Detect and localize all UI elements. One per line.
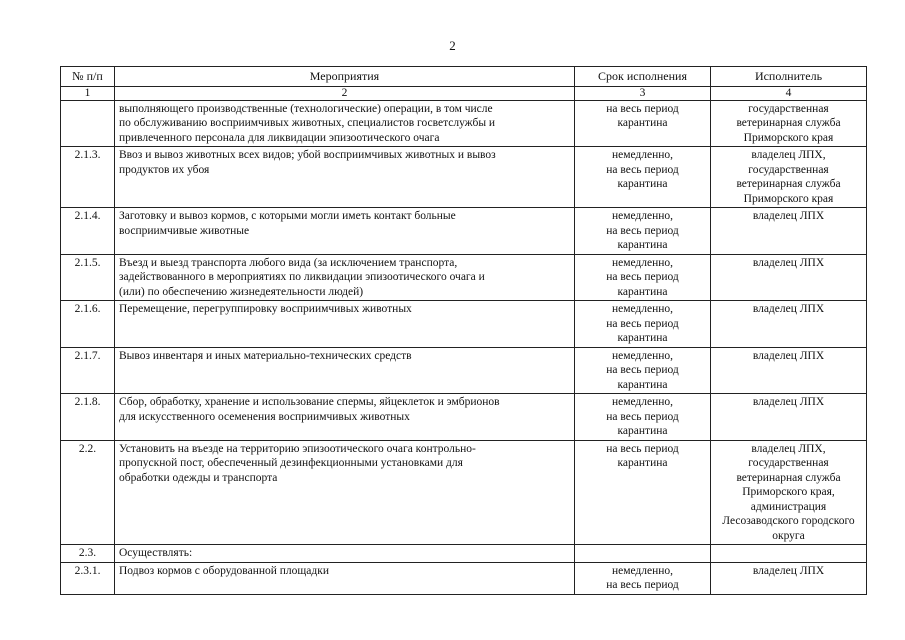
row-executor bbox=[711, 254, 867, 301]
row-action-line: обработки одежды и транспорта bbox=[119, 471, 278, 484]
header-num: № п/п bbox=[61, 67, 115, 87]
row-term bbox=[575, 545, 711, 563]
row-action-line: привлеченного персонала для ликвидации эпизоотического очага bbox=[119, 131, 440, 144]
row-executor bbox=[711, 545, 867, 563]
row-executor bbox=[711, 440, 867, 545]
row-action-line: Заготовку и вывоз кормов, с которыми могли иметь контакт больные bbox=[119, 210, 456, 222]
row-action-line: пропускной пост, обеспеченный дезинфекционными установками для bbox=[119, 457, 463, 469]
row-number: 2.3.1. bbox=[61, 562, 115, 594]
row-number: 2.1.5. bbox=[61, 254, 115, 301]
row-term-line: на весь период bbox=[606, 271, 679, 283]
row-term-line: немедленно, bbox=[611, 349, 674, 362]
row-executor-line: владелец ЛПХ, bbox=[751, 442, 826, 455]
row-term-line: карантина bbox=[617, 378, 668, 391]
row-term-line: немедленно, bbox=[611, 149, 674, 161]
row-number: 2.3. bbox=[61, 545, 115, 563]
row-executor-line: округа bbox=[772, 529, 805, 542]
row-action-line: Сбор, обработку, хранение и использование спермы, яйцеклеток и эмбрионов bbox=[119, 396, 500, 408]
row-term bbox=[575, 347, 711, 394]
row-term-line: немедленно, bbox=[611, 396, 674, 408]
row-executor-line: Лесозаводского городского bbox=[722, 515, 855, 527]
row-executor-line: администрация bbox=[750, 500, 827, 513]
row-number: 2.1.6. bbox=[61, 301, 115, 348]
header-action: Мероприятия bbox=[115, 67, 575, 87]
row-executor-line: ветеринарная служба bbox=[736, 178, 841, 190]
row-executor-line: Приморского края bbox=[743, 131, 834, 144]
row-action-line: для искусственного осеменения восприимчивых животных bbox=[119, 410, 410, 423]
row-action-line: выполняющего производственные (технологические) операции, в том числе bbox=[119, 102, 493, 115]
row-term bbox=[575, 208, 711, 255]
row-number: 2.1.4. bbox=[61, 208, 115, 255]
row-term-line: немедленно, bbox=[611, 564, 674, 577]
table-row bbox=[61, 208, 867, 255]
row-executor bbox=[711, 562, 867, 594]
row-action-line: Въезд и выезд транспорта любого вида (за исключением транспорта, bbox=[119, 256, 458, 269]
row-executor-line: Приморского края, bbox=[742, 486, 835, 498]
row-term-line: на весь период bbox=[606, 442, 679, 455]
row-executor-line: ветеринарная служба bbox=[736, 117, 841, 129]
row-term bbox=[575, 440, 711, 545]
row-action bbox=[115, 254, 575, 301]
row-executor-line: государственная bbox=[748, 457, 829, 469]
row-action-line: Вывоз инвентаря и иных материально-технических средств bbox=[119, 349, 412, 362]
table-row bbox=[61, 562, 867, 594]
row-number: 2.2. bbox=[61, 440, 115, 545]
row-executor bbox=[711, 208, 867, 255]
table-row bbox=[61, 301, 867, 348]
row-executor-line: владелец ЛПХ bbox=[752, 349, 825, 362]
row-term-line: на весь период bbox=[606, 364, 679, 376]
row-executor bbox=[711, 100, 867, 147]
header-term: Срок исполнения bbox=[575, 67, 711, 87]
row-action bbox=[115, 545, 575, 563]
row-action-line: восприимчивые животные bbox=[119, 224, 250, 237]
row-action bbox=[115, 301, 575, 348]
row-executor bbox=[711, 301, 867, 348]
row-executor bbox=[711, 147, 867, 208]
header-executor: Исполнитель bbox=[711, 67, 867, 87]
row-term-line: карантина bbox=[617, 239, 668, 251]
column-index: 1 bbox=[61, 86, 115, 100]
column-index: 2 bbox=[115, 86, 575, 100]
row-term-line: карантина bbox=[617, 457, 668, 469]
row-action-line: Осуществлять: bbox=[119, 547, 193, 559]
row-action-line: продуктов их убоя bbox=[119, 163, 210, 176]
table-body bbox=[61, 100, 867, 594]
row-action-line: по обслуживанию восприимчивых животных, специалистов госветслужбы и bbox=[119, 117, 496, 129]
row-executor bbox=[711, 394, 867, 441]
row-action-line: задействованного в мероприятиях по ликвидации эпизоотического очага и bbox=[119, 271, 485, 283]
row-term-line: карантина bbox=[617, 117, 668, 129]
row-term-line: карантина bbox=[617, 285, 668, 298]
row-number: 2.1.3. bbox=[61, 147, 115, 208]
row-number: 2.1.7. bbox=[61, 347, 115, 394]
row-term bbox=[575, 301, 711, 348]
row-action bbox=[115, 394, 575, 441]
row-term-line: на весь период bbox=[606, 224, 679, 237]
table-row bbox=[61, 147, 867, 208]
row-term-line: немедленно, bbox=[611, 303, 674, 315]
table-row bbox=[61, 545, 867, 563]
row-term-line: немедленно, bbox=[611, 256, 674, 269]
row-term-line: карантина bbox=[617, 178, 668, 190]
row-term-line: на весь период bbox=[606, 163, 679, 176]
row-term-line: на весь период bbox=[606, 579, 679, 591]
measures-table bbox=[60, 66, 867, 595]
row-number bbox=[61, 100, 115, 147]
row-term bbox=[575, 254, 711, 301]
table-row bbox=[61, 347, 867, 394]
table-row bbox=[61, 394, 867, 441]
row-executor-line: владелец ЛПХ bbox=[752, 256, 825, 269]
row-executor-line: владелец ЛПХ, bbox=[751, 149, 826, 161]
column-index: 3 bbox=[575, 86, 711, 100]
header-row bbox=[61, 67, 867, 87]
row-executor-line: владелец ЛПХ bbox=[752, 210, 825, 222]
row-term bbox=[575, 394, 711, 441]
row-action bbox=[115, 100, 575, 147]
row-term bbox=[575, 147, 711, 208]
row-executor-line: владелец ЛПХ bbox=[752, 564, 825, 577]
row-action-line: Подвоз кормов с оборудованной площадки bbox=[119, 564, 329, 577]
row-action bbox=[115, 562, 575, 594]
row-term-line: на весь период bbox=[606, 102, 679, 115]
row-action bbox=[115, 440, 575, 545]
table-row bbox=[61, 100, 867, 147]
column-index-row bbox=[61, 86, 867, 100]
row-action-line: Ввоз и вывоз животных всех видов; убой восприимчивых животных и вывоз bbox=[119, 149, 496, 161]
row-action-line: (или) по обеспечению жизнедеятельности людей) bbox=[119, 285, 364, 298]
row-action-line: Перемещение, перегруппировку восприимчивых животных bbox=[119, 303, 412, 315]
row-executor-line: государственная bbox=[748, 102, 829, 115]
row-term-line: на весь период bbox=[606, 410, 679, 423]
row-action bbox=[115, 208, 575, 255]
row-term bbox=[575, 100, 711, 147]
row-action bbox=[115, 347, 575, 394]
row-executor bbox=[711, 347, 867, 394]
row-executor-line: ветеринарная служба bbox=[736, 471, 841, 484]
row-term-line: немедленно, bbox=[611, 210, 674, 222]
row-number: 2.1.8. bbox=[61, 394, 115, 441]
row-term bbox=[575, 562, 711, 594]
page-number: 2 bbox=[449, 38, 456, 53]
row-term-line: на весь период bbox=[606, 317, 679, 330]
row-term-line: карантина bbox=[617, 425, 668, 437]
row-executor-line: Приморского края bbox=[743, 192, 834, 205]
row-term-line: карантина bbox=[617, 332, 668, 344]
row-executor-line: государственная bbox=[748, 163, 829, 176]
row-executor-line: владелец ЛПХ bbox=[752, 303, 825, 315]
row-action-line: Установить на въезде на территорию эпизоотического очага контрольно- bbox=[119, 442, 476, 455]
row-action bbox=[115, 147, 575, 208]
table-row bbox=[61, 254, 867, 301]
row-executor-line: владелец ЛПХ bbox=[752, 396, 825, 408]
table-row bbox=[61, 440, 867, 545]
column-index: 4 bbox=[711, 86, 867, 100]
